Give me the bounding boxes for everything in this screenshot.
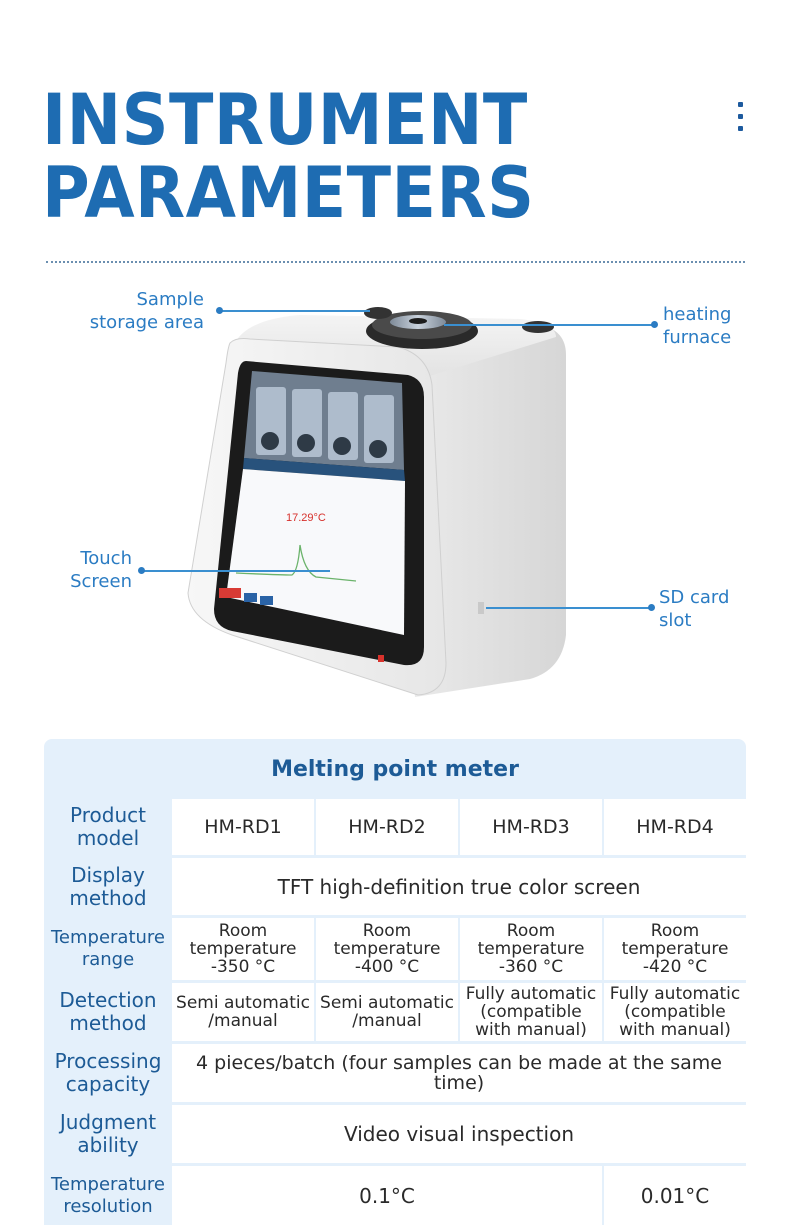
table-cell: 0.1°C (172, 1166, 602, 1225)
table-cell: Room temperature -350 °C (172, 918, 314, 980)
product-illustration (0, 275, 790, 715)
row-label-processing-capacity: Processing capacity (46, 1044, 170, 1102)
table-title: Melting point meter (271, 757, 519, 782)
table-cell-merged: 4 pieces/batch (four samples can be made at the same time) (172, 1044, 746, 1102)
page-title (42, 79, 535, 234)
table-cell: Semi automatic /manual (172, 983, 314, 1041)
table-cell: HM-RD1 (172, 799, 314, 855)
title-line-1: INSTRUMENT (42, 79, 528, 161)
table-cell: Room temperature -360 °C (460, 918, 602, 980)
title-line-2: PARAMETERS (42, 152, 535, 234)
table-cell: 0.01°C (604, 1166, 746, 1225)
table-cell-merged: TFT high-definition true color screen (172, 858, 746, 915)
row-label-detection-method: Detection method (46, 983, 170, 1041)
table-cell: Room temperature -420 °C (604, 918, 746, 980)
table-cell: HM-RD2 (316, 799, 458, 855)
more-menu-icon[interactable] (736, 102, 746, 134)
table-cell: Fully automatic (compatible with manual) (460, 983, 602, 1041)
row-label-temperature-resolution: Temperature resolution (46, 1166, 170, 1225)
table-cell: HM-RD3 (460, 799, 602, 855)
dotted-divider (46, 261, 745, 263)
row-label-temperature-range: Temperature range (46, 918, 170, 980)
row-label-judgment-ability: Judgment ability (46, 1105, 170, 1163)
table-cell: Semi automatic /manual (316, 983, 458, 1041)
row-label-display-method: Display method (46, 858, 170, 915)
screen-temperature-reading: 17.29°C (286, 512, 326, 524)
callout-heating-furnace: heating furnace (663, 304, 732, 348)
callout-sample-storage: Sample storage area (89, 289, 204, 333)
table-cell-merged: Video visual inspection (172, 1105, 746, 1163)
table-cell: Room temperature -400 °C (316, 918, 458, 980)
spec-table (44, 739, 746, 1225)
table-cell: HM-RD4 (604, 799, 746, 855)
row-label-product-model: Product model (46, 799, 170, 855)
callout-touch-screen: Touch Screen (70, 548, 132, 592)
callout-sd-card-slot: SD card slot (659, 587, 730, 631)
table-cell: Fully automatic (compatible with manual) (604, 983, 746, 1041)
